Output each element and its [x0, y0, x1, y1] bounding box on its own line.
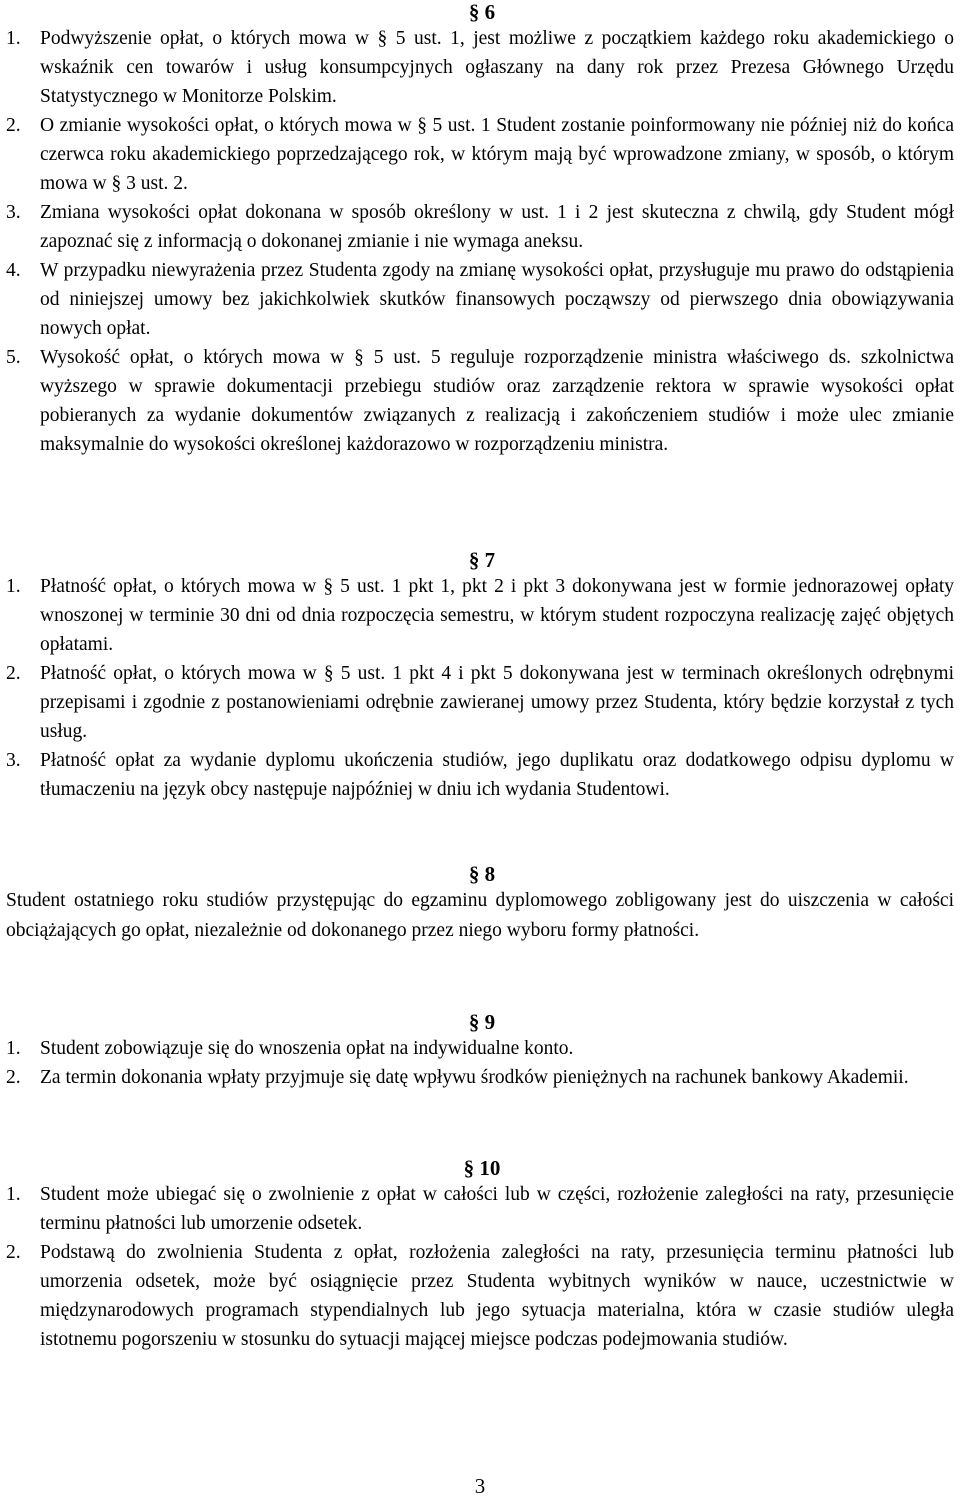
- item-text: Za termin dokonania wpłaty przyjmuje się datę wpływu środków pieniężnych na rachunek bankowy Akademii.: [40, 1067, 909, 1088]
- list-item: [0, 1180, 960, 1238]
- list-item: [0, 572, 960, 659]
- item-number: 4.: [6, 260, 21, 281]
- list-item: [0, 1063, 960, 1092]
- section-7-heading: § 7: [468, 548, 496, 572]
- item-text: Podstawą do zwolnienia Studenta z opłat, rozłożenia zaległości na raty, przesunięcia terminu płatności lub umorzenia odsetek, może być osiągnięcie przez Studenta wybitnych wyników w nauce, uczestnictwie w międzynarodowych programach stypendialnych lub jego sytuacja materialna, która w czasie studiów uległa istotnemu pogorszeniu w stosunku do sytuacji mającej miejsce podczas podejmowania studiów.: [40, 1242, 954, 1350]
- item-text: Płatność opłat, o których mowa w § 5 ust. 1 pkt 4 i pkt 5 dokonywana jest w terminach określonych odrębnymi przepisami i zgodnie z postanowieniami odrębnie zawieranej umowy przez Studenta, który będzie korzystał z tych usług.: [40, 663, 954, 742]
- list-item: [0, 343, 960, 459]
- list-item: [0, 659, 960, 746]
- item-number: 2.: [6, 1067, 21, 1088]
- page-number: 3: [474, 1474, 486, 1498]
- item-text: Student zobowiązuje się do wnoszenia opłat na indywidualne konto.: [40, 1038, 574, 1059]
- item-text: Wysokość opłat, o których mowa w § 5 ust. 5 reguluje rozporządzenie ministra właściwego ds. szkolnictwa wyższego w sprawie dokumentacji przebiegu studiów oraz zarządzenie rektora w sprawie wysokości opłat pobieranych za wydanie dokumentów związanych z realizacją i zakończeniem studiów i może ulec zmianie maksymalnie do wysokości określonej każdorazowo w rozporządzeniu ministra.: [40, 347, 954, 455]
- section-8-paragraph: Student ostatniego roku studiów przystępując do egzaminu dyplomowego zobligowany jest do uiszczenia w całości obciążających go opłat, niezależnie od dokonanego przez niego wyboru formy płatności.: [6, 890, 954, 941]
- section-10-list: [0, 1180, 960, 1354]
- item-number: 3.: [6, 750, 21, 771]
- item-number: 3.: [6, 202, 21, 223]
- list-item: [0, 1238, 960, 1354]
- item-text: Podwyższenie opłat, o których mowa w § 5 ust. 1, jest możliwe z początkiem każdego roku akademickiego o wskaźnik cen towarów i usług konsumpcyjnych ogłaszany na dany rok przez Prezesa Głównego Urzędu Statystycznego w Monitorze Polskim.: [40, 28, 954, 107]
- item-number: 2.: [6, 663, 21, 684]
- section-10: [0, 1156, 960, 1354]
- item-number: 2.: [6, 115, 21, 136]
- item-number: 1.: [6, 1038, 21, 1059]
- item-number: 1.: [6, 1184, 21, 1205]
- section-6-heading: § 6: [468, 0, 496, 24]
- list-item: [0, 1034, 960, 1063]
- list-item: [0, 111, 960, 198]
- item-number: 1.: [6, 28, 21, 49]
- item-text: Zmiana wysokości opłat dokonana w sposób określony w ust. 1 i 2 jest skuteczna z chwilą, gdy Student mógł zapoznać się z informacją o dokonanej zmianie i nie wymaga aneksu.: [40, 202, 954, 252]
- list-item: [0, 198, 960, 256]
- item-number: 5.: [6, 347, 21, 368]
- section-7: [0, 548, 960, 804]
- section-6-list: [0, 24, 960, 459]
- item-text: Student może ubiegać się o zwolnienie z opłat w całości lub w części, rozłożenie zaległości na raty, przesunięcie terminu płatności lub umorzenie odsetek.: [40, 1184, 954, 1234]
- section-8-heading: § 8: [468, 862, 496, 886]
- item-text: Płatność opłat za wydanie dyplomu ukończenia studiów, jego duplikatu oraz dodatkowego odpisu dyplomu w tłumaczeniu na język obcy następuje najpóźniej w dniu ich wydania Studentowi.: [40, 750, 954, 800]
- list-item: [0, 256, 960, 343]
- section-7-list: [0, 572, 960, 804]
- item-text: Płatność opłat, o których mowa w § 5 ust. 1 pkt 1, pkt 2 i pkt 3 dokonywana jest w formie jednorazowej opłaty wnoszonej w terminie 30 dni od dnia rozpoczęcia semestru, w którym student rozpoczyna realizację zajęć objętych opłatami.: [40, 576, 954, 655]
- section-9: [0, 1010, 960, 1092]
- list-item: [0, 24, 960, 111]
- section-9-heading: § 9: [468, 1010, 496, 1034]
- section-8: [0, 862, 960, 946]
- list-item: [0, 746, 960, 804]
- section-6: [0, 0, 960, 459]
- item-number: 2.: [6, 1242, 21, 1263]
- item-text: O zmianie wysokości opłat, o których mowa w § 5 ust. 1 Student zostanie poinformowany nie później niż do końca czerwca roku akademickiego poprzedzającego rok, w którym mają być wprowadzone zmiany, w sposób, o którym mowa w § 3 ust. 2.: [40, 115, 954, 194]
- section-9-list: [0, 1034, 960, 1092]
- item-number: 1.: [6, 576, 21, 597]
- section-10-heading: § 10: [463, 1156, 501, 1180]
- item-text: W przypadku niewyrażenia przez Studenta zgody na zmianę wysokości opłat, przysługuje mu prawo do odstąpienia od niniejszej umowy bez jakichkolwiek skutków finansowych począwszy od pierwszego dnia obowiązywania nowych opłat.: [40, 260, 954, 339]
